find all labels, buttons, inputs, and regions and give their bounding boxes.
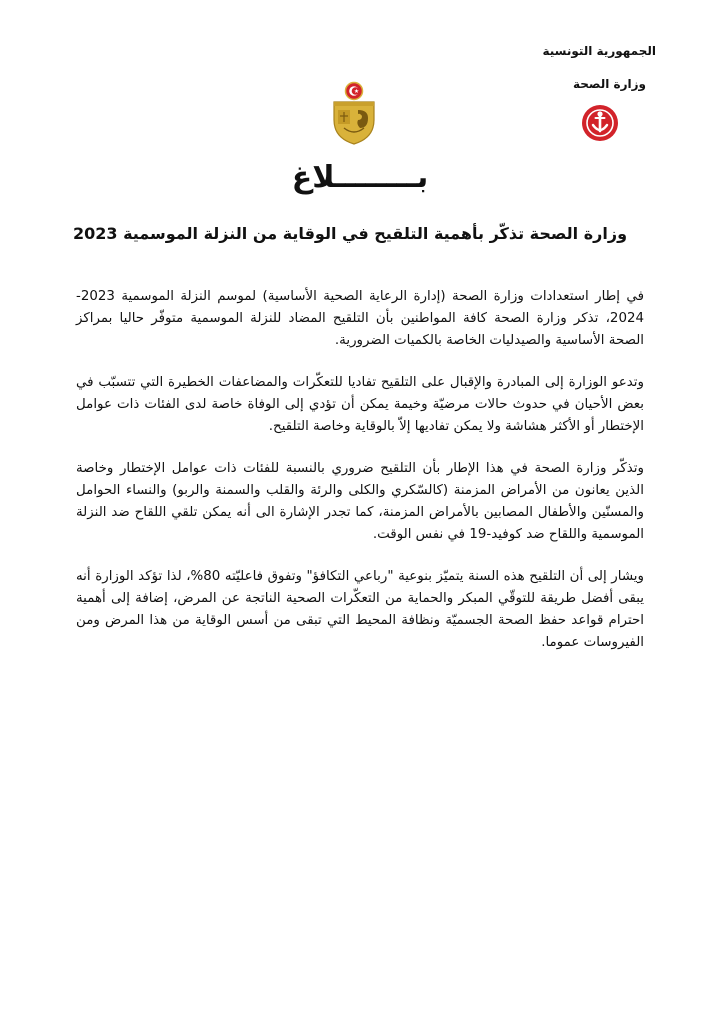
republic-name: الجمهورية التونسية bbox=[542, 44, 656, 58]
body-paragraph-2: وتدعو الوزارة إلى المبادرة والإقبال على التلقيح تفاديا للتعكّرات والمضاعفات الخطيرة التي تتسبّب في بعض الأحيان في حدوث حالات مرضيّة وخيمة يمكن أن تؤدي إلى الوفاة خاصة لدى الفئات ذات عوامل الإختطار أو الأكثر هشاشة ولا يمكن تفاديها إلاّ بالوقاية وخاصة التلقيح. bbox=[76, 375, 644, 434]
body-paragraph-4: ويشار إلى أن التلقيح هذه السنة يتميّز بنوعية "رباعي التكافؤ" وتفوق فاعليّته 80%، لذا تؤكد الوزارة أنه يبقى أفضل طريقة للتوقّي المبكر والحماية من التعكّرات الصحية الناتجة عن المرض، إضافة إلى أهمية احترام قواعد حفظ الصحة الجسميّة ونظافة المحيط التي تبقى من أسس الوقاية من هذا المرض ومن الفيروسات عموما. bbox=[76, 569, 644, 650]
announcement-title: بــــــــلاغ bbox=[291, 160, 429, 195]
ministry-of-health-logo bbox=[581, 104, 619, 142]
document-header bbox=[436, 44, 656, 91]
announcement-subtitle: وزارة الصحة تذكّر بأهمية التلقيح في الوقاية من النزلة الموسمية 2023 bbox=[72, 224, 628, 243]
announcement-body bbox=[76, 286, 644, 674]
body-paragraph-1: في إطار استعدادات وزارة الصحة (إدارة الرعاية الصحية الأساسية) لموسم النزلة الموسمية 2023-2024، تذكر وزارة الصحة كافة المواطنين بأن التلقيح المضاد للنزلة الموسمية متوفّر حاليا بمراكز الصحة الأساسية والصيدليات الخاصة بالكميات الضرورية. bbox=[76, 289, 644, 348]
tunisia-coat-of-arms bbox=[328, 80, 380, 146]
ministry-name: وزارة الصحة bbox=[572, 77, 646, 91]
body-paragraph-3: وتذكّر وزارة الصحة في هذا الإطار بأن التلقيح ضروري بالنسبة للفئات ذات عوامل الإختطار وخاصة الذين يعانون من الأمراض المزمنة (كالسّكري والكلى والرئة والقلب والسمنة والربو) والنساء الحوامل والمسنّين والأطفال المصابين بالأمراض المزمنة، كما تجدر الإشارة الى أنه يمكن تلقي اللقاح ضد النزلة الموسمية واللقاح ضد كوفيد-19 في نفس الوقت. bbox=[76, 461, 644, 542]
